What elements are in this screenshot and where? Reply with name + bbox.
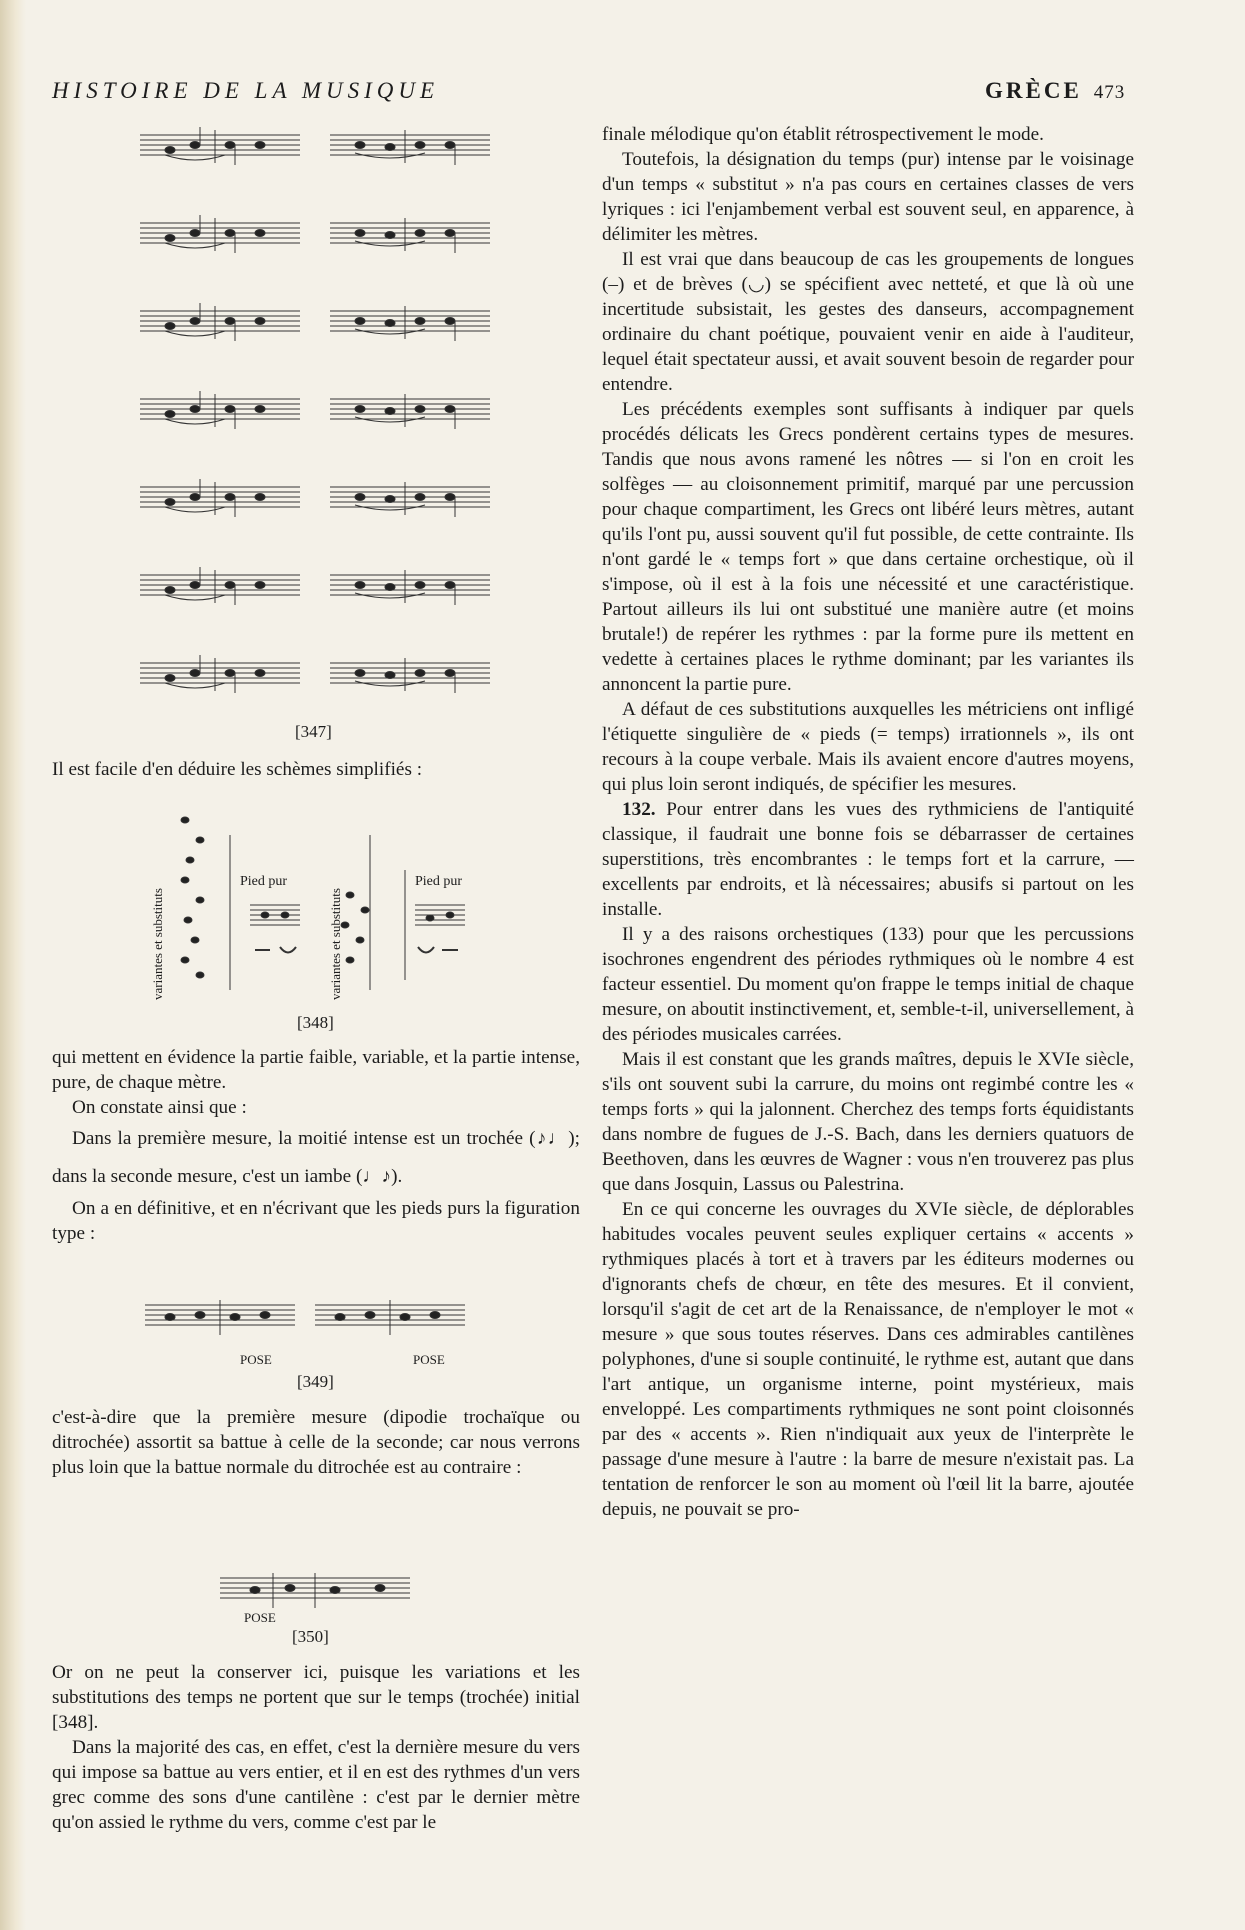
right-para-1: Toutefois, la désignation du temps (pur) intense par le voisinage d'un temps « substitut » n'a pas cours en certaines classes de vers lyriques : ici l'enjambement verbal est souvent seul, en apparence, à délimiter les mètres. (602, 149, 1134, 245)
text-cest: c'est-à-dire que la première mesure (dipodie trochaïque ou ditrochée) assortit sa battue à celle de la seconde; car nous verrons plus loin que la battue normale du ditrochée est au contraire : (52, 1407, 580, 1478)
running-header-section (985, 78, 1125, 104)
right-para-5-text: Pour entrer dans les vues des rythmiciens de l'antiquité classique, il faudrait une bonne fois se débarrasser de certaines superstitions, très encombrantes : le temps fort et la carrure, — excellents par endroits, et là nécessaires; abusifs si partout on les installe. (602, 799, 1135, 920)
text-mesure-b: ; dans la seconde mesure, c'est un iambe (52, 1128, 580, 1187)
running-header-title: HISTOIRE DE LA MUSIQUE (52, 78, 440, 103)
right-para-0: finale mélodique qu'on établit rétrospectivement le mode. (602, 124, 1044, 145)
variantes-label-right: variantes et substituts (328, 888, 343, 1000)
text-schemes: Il est facile d'en déduire les schèmes simplifiés : (52, 759, 423, 780)
right-para-4: A défaut de ces substitutions auxquelles les métriciens ont infligé l'étiquette singulière de « pieds (= temps) irrationnels », ils ont recours à la coupe verbale. Mais ils avaient encore d'autres moyens, qui plus loin seront indiqués, de spécifier les mesures. (602, 699, 1134, 795)
right-para-6: Il y a des raisons orchestiques (133) pour que les percussions isochrones engendrent des périodes rythmiques où le nombre 4 est facteur essentiel. Du moment qu'on frappe le temps initial de chaque mesure, on aboutit instinctivement, et, semble-t-il, universellement, à des périodes musicales carrées. (602, 924, 1134, 1045)
text-dans: Dans la majorité des cas, en effet, c'est la dernière mesure du vers qui impose sa battue au vers entier, et il en est des rythmes d'un vers grec comme des sons d'une cantilène : c'est par le dernier mètre qu'on assied le rythme du vers, comme c'est par le (52, 1737, 580, 1833)
text-mesure-a: Dans la première mesure, la moitié intense est un trochée (72, 1128, 523, 1149)
right-para-5 (602, 797, 1134, 922)
figure-347-music-examples (135, 125, 505, 725)
text-orone: Or on ne peut la conserver ici, puisque les variations et les substitutions des temps ne portent que sur le temps (trochée) initial [348]. (52, 1662, 580, 1733)
text-definitive: On a en définitive, et en n'écrivant que les pieds purs la figuration type : (52, 1198, 580, 1244)
right-para-3: Les précédents exemples sont suffisants à indiquer par quels procédés délicats les Grecs pondèrent certains types de mesures. Tandis que nous avons ramené les nôtres — si l'on en croit les solfèges — au cloisonnement primitif, marqué par une percussion pour chaque compartiment, les Grecs ont libéré leurs mètres, autant qu'ils l'ont pu, aussi souvent qu'il fut possible, de cette contrainte. Ils n'ont gardé le « temps fort » que dans certaine orchestique, où il s'impose, où il est à la fois une nécessité et une caractéristique. Partout ailleurs ils lui ont substitué une manière autre (et moins brutale!) de repérer les rythmes : par la forme pure ils mettent en vedette à certaines places le rythme dominant; par les variantes ils annoncent la partie pure. (602, 399, 1134, 695)
text-after-348: qui mettent en évidence la partie faible, variable, et la partie intense, pure, de chaque mètre. (52, 1047, 580, 1093)
right-column-text (602, 122, 1134, 1522)
pose-label-2: POSE (413, 1352, 445, 1367)
left-para-schemes (52, 757, 580, 782)
pose-label-3: POSE (244, 1610, 276, 1625)
figure-350-caption: [350] (292, 1627, 329, 1646)
pied-pur-label-left: Pied pur (240, 874, 288, 889)
figure-349-caption: [349] (297, 1372, 334, 1391)
pose-label-1: POSE (240, 1352, 272, 1367)
staff-row (140, 127, 490, 165)
right-para-2: Il est vrai que dans beaucoup de cas les groupements de longues (–) et de brèves (◡) se spécifient avec netteté, et que là où une incertitude subsistait, les gestes des danseurs, accompagnement ordinaire du chant poétique, pouvaient venir en aide à l'auditeur, lequel était spectateur aussi, et avait souvent besoin de regarder pour entendre. (602, 249, 1134, 395)
right-para-7: Mais il est constant que les grands maîtres, depuis le XVIe siècle, s'ils ont souvent subi la carrure, du moins ont regimbé contre les « temps forts » qui la jalonnent. Cherchez des temps forts équidistants dans nombre de fugues de J.-S. Bach, dans les derniers quatuors de Beethoven, dans les œuvres de Wagner : vous n'en trouverez pas plus que dans Josquin, Lassus ou Palestrina. (602, 1049, 1134, 1195)
left-text-block-2 (52, 1405, 580, 1480)
right-para-8: En ce qui concerne les ouvrages du XVIe siècle, de déplorables habitudes vocales peuvent seules expliquer certains « accents » rythmiques placés à tort et à travers par les éditeurs modernes ou d'ignorants chefs de chœur, en tête des mesures. Et il convient, lorsqu'il s'agit de cet art de la Renaissance, de n'employer le mot « mesure » que sous toutes réserves. Dans ces admirables cantilènes polyphones, d'une si souple continuité, le rythme est, autant que dans l'art antique, un organisme interne, point mystérieux, mais enveloppé. Les compartiments rythmiques ne sont point cloisonnés par des « accents ». Rien n'indiquait aux yeux de l'interprète le passage d'une mesure à l'autre : la barre de mesure n'existait pas. La tentation de renforcer le son au moment où l'œil lit la barre, ajoutée depuis, ne pouvait se pro- (602, 1199, 1134, 1520)
left-text-block-1 (52, 1045, 580, 1246)
figure-347-caption: [347] (295, 722, 332, 741)
text-constate: On constate ainsi que : (72, 1097, 247, 1118)
section-title: GRÈCE (985, 78, 1082, 103)
figure-348-schemes (140, 800, 510, 1000)
variantes-label-left: variantes et substituts (150, 888, 165, 1000)
figure-348-caption: [348] (297, 1013, 334, 1032)
page-number: 473 (1093, 82, 1126, 103)
left-text-block-3 (52, 1660, 580, 1835)
text-mesure: Dans la première mesure, la moitié intense est un trochée (♪♩); dans la seconde mesure, c'est un iambe (♩♪). (52, 1128, 580, 1187)
book-spine-shadow (0, 0, 26, 1930)
pied-pur-label-right: Pied pur (415, 874, 463, 889)
section-number: 132. (622, 799, 656, 820)
